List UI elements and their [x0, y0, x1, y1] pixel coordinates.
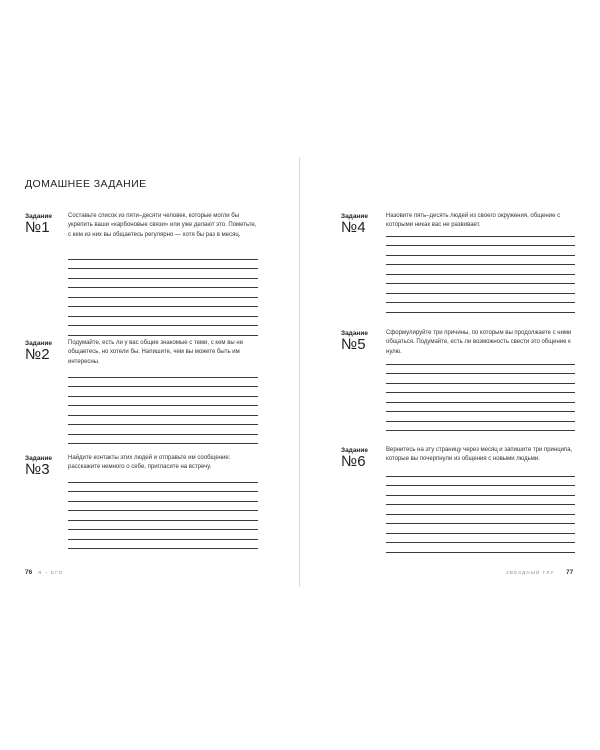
- answer-line[interactable]: [68, 397, 258, 407]
- task-instruction: Назовите пять–десять людей из своего окружения, общение с которыми никак вас не развивает.: [386, 213, 561, 229]
- answer-line[interactable]: [68, 260, 258, 270]
- answer-line[interactable]: [68, 288, 258, 298]
- answer-line[interactable]: [68, 492, 258, 502]
- task-label: Задание: [25, 213, 52, 220]
- answer-line[interactable]: [386, 524, 575, 534]
- answer-line[interactable]: [386, 496, 575, 506]
- answer-line[interactable]: [386, 422, 575, 432]
- task-number: №2: [25, 346, 50, 363]
- answer-line[interactable]: [386, 477, 575, 487]
- answer-line[interactable]: [68, 279, 258, 289]
- answer-line[interactable]: [386, 467, 575, 477]
- answer-line[interactable]: [386, 237, 575, 247]
- answer-line[interactable]: [68, 250, 258, 260]
- answer-line[interactable]: [68, 307, 258, 317]
- task-instruction: Составьте список из пяти–десяти человек, которые могли бы укрепить ваши «карбоновые связи» или уже делают это. Пометьте, с кем из них вы общаетесь регулярно — хотя бы раз в месяц.: [68, 213, 257, 238]
- answer-line[interactable]: [386, 355, 575, 365]
- answer-line[interactable]: [68, 298, 258, 308]
- answer-line[interactable]: [68, 326, 258, 336]
- answer-line[interactable]: [386, 256, 575, 266]
- answer-line[interactable]: [386, 515, 575, 525]
- answer-line[interactable]: [68, 540, 258, 550]
- answer-line[interactable]: [386, 227, 575, 237]
- answer-line[interactable]: [386, 284, 575, 294]
- answer-line[interactable]: [386, 412, 575, 422]
- answer-line[interactable]: [68, 425, 258, 435]
- answer-line[interactable]: [68, 368, 258, 378]
- task-instruction: Найдите контакты этих людей и отправьте им сообщение: расскажите немного о себе, пригласите на встречу.: [68, 455, 231, 471]
- spine-divider: [299, 157, 300, 587]
- answer-line[interactable]: [386, 505, 575, 515]
- answer-line[interactable]: [68, 521, 258, 531]
- answer-line[interactable]: [386, 543, 575, 553]
- left-page-number: 76: [25, 569, 33, 576]
- answer-lines[interactable]: [386, 227, 575, 313]
- answer-line[interactable]: [68, 378, 258, 388]
- answer-line[interactable]: [68, 317, 258, 327]
- answer-line[interactable]: [68, 387, 258, 397]
- task-label: Задание: [341, 330, 368, 337]
- answer-line[interactable]: [68, 502, 258, 512]
- answer-line[interactable]: [68, 406, 258, 416]
- task-number: №5: [341, 336, 366, 353]
- task-instruction: Подумайте, есть ли у вас общие знакомые с теми, с кем вы не общаетесь, но хотели бы. Напишите, чем вы можете быть им интересны.: [68, 340, 244, 365]
- answer-line[interactable]: [68, 269, 258, 279]
- task-label: Задание: [341, 213, 368, 220]
- answer-line[interactable]: [386, 486, 575, 496]
- task-instruction: Сформулируйте три причины, по которым вы продолжаете с ними общаться. Подумайте, есть ли возможность свести это общение к нулю.: [386, 330, 572, 355]
- left-running-title: Я – ЕГО: [38, 570, 64, 575]
- answer-line[interactable]: [68, 511, 258, 521]
- answer-line[interactable]: [386, 294, 575, 304]
- page-title: ДОМАШНЕЕ ЗАДАНИЕ: [25, 178, 147, 190]
- answer-lines[interactable]: [386, 355, 575, 431]
- right-page-number: 77: [566, 569, 574, 576]
- answer-line[interactable]: [386, 265, 575, 275]
- answer-lines[interactable]: [68, 250, 258, 336]
- answer-line[interactable]: [386, 303, 575, 313]
- answer-line[interactable]: [386, 534, 575, 544]
- answer-line[interactable]: [386, 365, 575, 375]
- answer-line[interactable]: [386, 275, 575, 285]
- answer-line[interactable]: [68, 416, 258, 426]
- answer-line[interactable]: [68, 435, 258, 445]
- right-running-title: ЗВЕЗДНЫЙ ГЛУ: [506, 570, 555, 575]
- task-label: Задание: [25, 455, 52, 462]
- answer-line[interactable]: [386, 393, 575, 403]
- answer-line[interactable]: [386, 374, 575, 384]
- answer-lines[interactable]: [68, 368, 258, 444]
- answer-line[interactable]: [386, 403, 575, 413]
- answer-line[interactable]: [68, 473, 258, 483]
- task-number: №1: [25, 219, 50, 236]
- answer-line[interactable]: [68, 483, 258, 493]
- answer-line[interactable]: [386, 384, 575, 394]
- answer-line[interactable]: [386, 246, 575, 256]
- task-number: №6: [341, 453, 366, 470]
- task-number: №4: [341, 219, 366, 236]
- answer-lines[interactable]: [68, 473, 258, 549]
- task-instruction: Вернитесь на эту страницу через месяц и запишите три принципа, которые вы почерпнули из общения с новыми людьми.: [386, 447, 573, 463]
- task-label: Задание: [25, 340, 52, 347]
- task-number: №3: [25, 461, 50, 478]
- answer-line[interactable]: [68, 530, 258, 540]
- task-label: Задание: [341, 447, 368, 454]
- answer-lines[interactable]: [386, 467, 575, 553]
